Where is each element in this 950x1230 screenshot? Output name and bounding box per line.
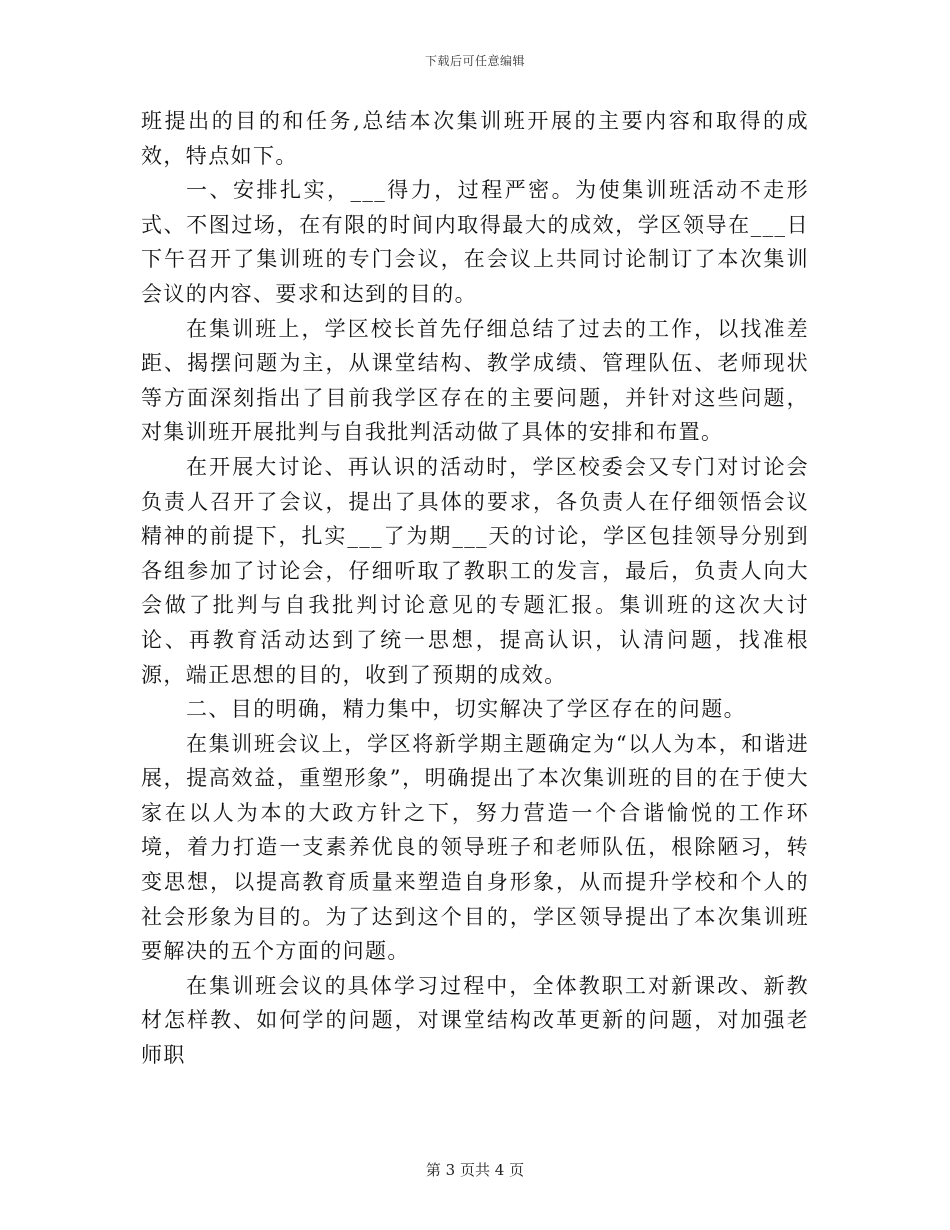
paragraph: 班提出的目的和任务,总结本次集训班开展的主要内容和取得的成效，特点如下。 — [141, 109, 809, 168]
paragraph: 二、目的明确，精力集中，切实解决了学区存在的问题。 — [186, 697, 746, 722]
paragraph: 在集训班会议上，学区将新学期主题确定为“以人为本，和谐进展，提高效益，重塑形象”，明确提出了本次集训班的目的在于使大家在以人为本的大政方针之下，努力营造一个合谐愉悦的工作环境，着力打造一支素养优良的领导班子和老师队伍，根除陋习，转变思想，以提高教育质量来塑造自身形象，从而提升学校和个人的社会形象为目的。为了达到这个目的，学区领导提出了本次集训班要解决的五个方面的问题。 — [141, 731, 809, 964]
paragraph: 一、安排扎实，___得力，过程严密。为使集训班活动不走形式、不图过场，在有限的时间内取得最大的成效，学区领导在___日下午召开了集训班的专门会议，在会议上共同讨论制订了本次集训会议的内容、要求和达到的目的。 — [141, 178, 809, 306]
document-body — [141, 104, 809, 1073]
page-header: 下载后可任意编辑 — [424, 54, 525, 68]
paragraph: 在集训班上，学区校长首先仔细总结了过去的工作，以找准差距、揭摆问题为主，从课堂结构、教学成绩、管理队伍、老师现状等方面深刻指出了目前我学区存在的主要问题，并针对这些问题，对集训班开展批判与自我批判活动做了具体的安排和布置。 — [141, 316, 809, 445]
page-footer: 第 3 页共 4 页 — [425, 1161, 525, 1179]
paragraph: 在开展大讨论、再认识的活动时，学区校委会又专门对讨论会负责人召开了会议，提出了具体的要求，各负责人在仔细领悟会议精神的前提下，扎实___了为期___天的讨论，学区包挂领导分别到各组参加了讨论会，仔细听取了教职工的发言，最后，负责人向大会做了批判与自我批判讨论意见的专题汇报。集训班的这次大讨论、再教育活动达到了统一思想，提高认识，认清问题，找准根源，端正思想的目的，收到了预期的成效。 — [141, 454, 809, 687]
paragraph: 在集训班会议的具体学习过程中，全体教职工对新课改、新教材怎样教、如何学的问题，对课堂结构改革更新的问题，对加强老师职 — [141, 973, 809, 1068]
